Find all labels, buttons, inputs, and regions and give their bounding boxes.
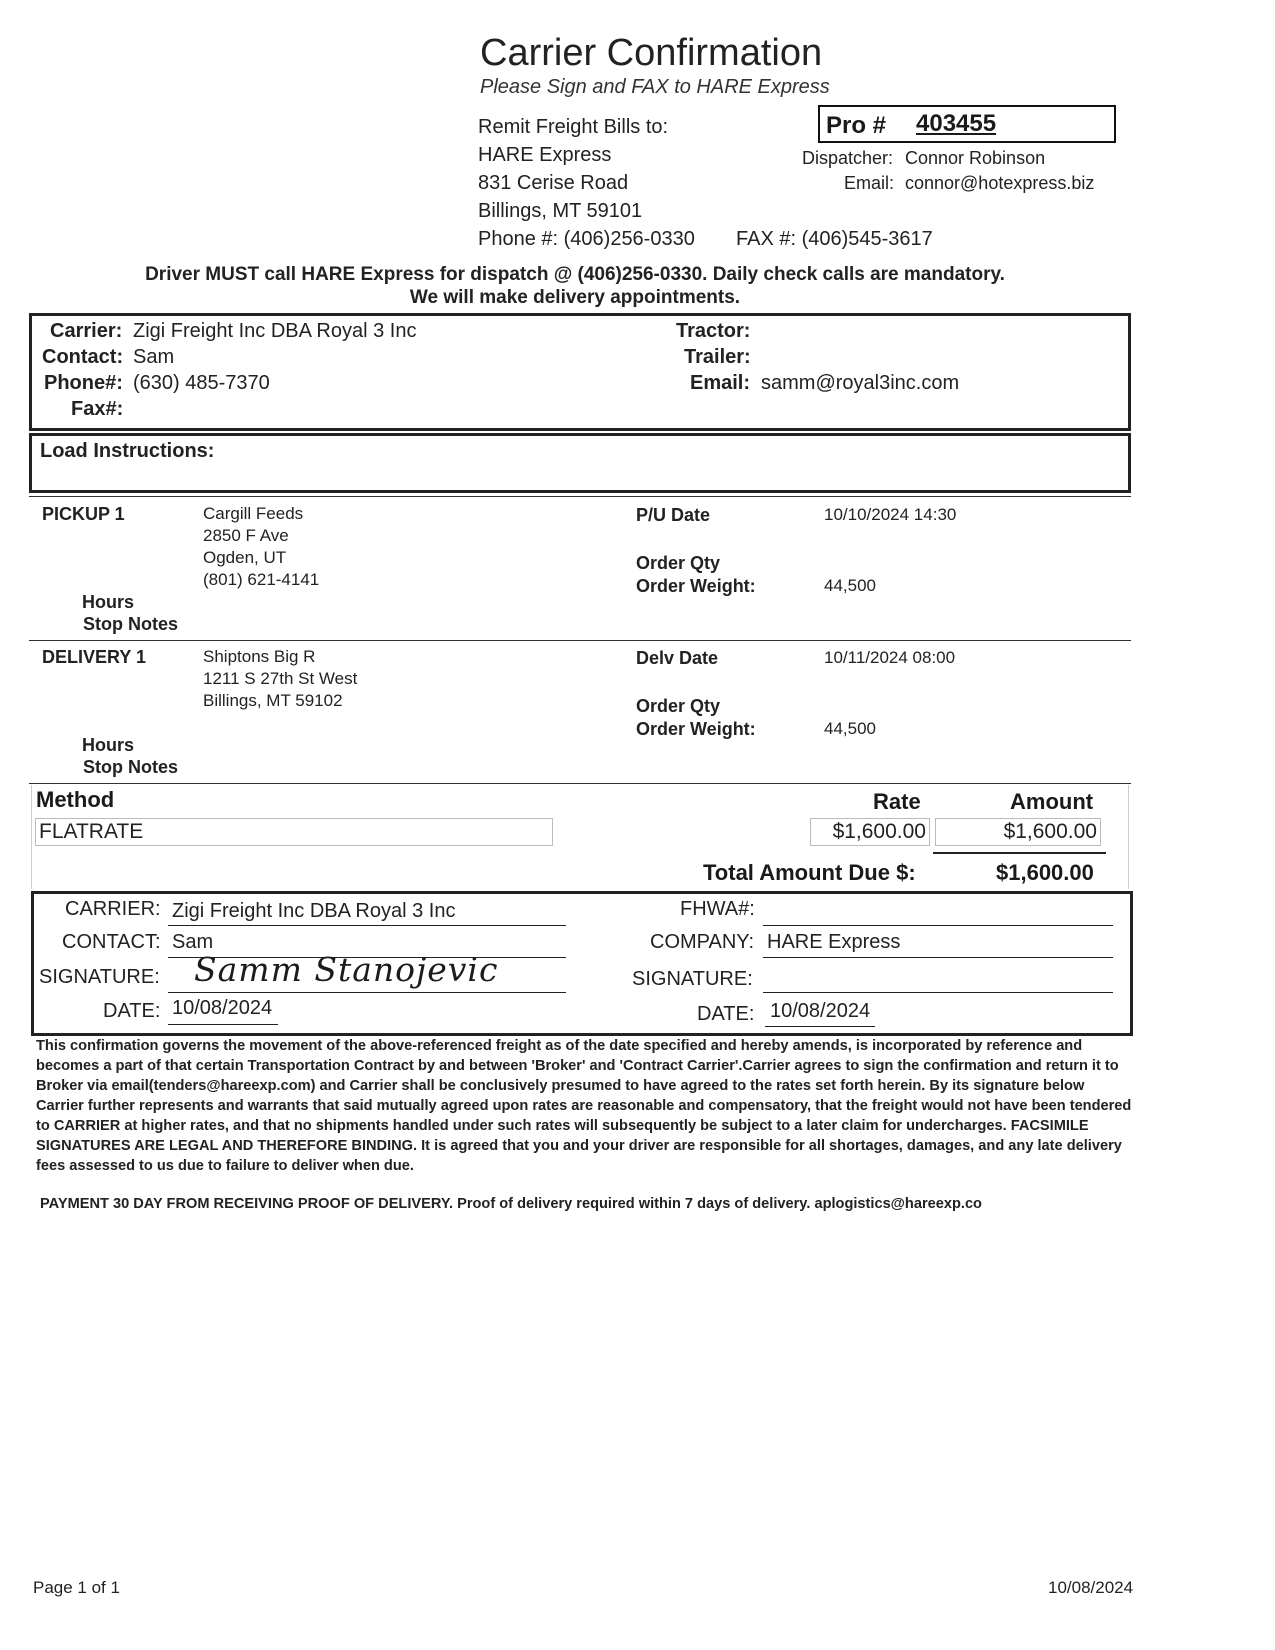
pickup-date-label: P/U Date [636,505,711,525]
total-amount: $1,600.00 [996,860,1094,885]
company-label: COMPANY: [650,931,755,953]
sig-carrier-line [168,925,566,926]
remit-label: Remit Freight Bills to: [478,116,669,138]
sig-contact-label: CONTACT: [62,931,161,953]
handwritten-signature: Samm Stanojevic [194,950,499,989]
delivery-date-label: Delv Date [636,648,719,668]
trailer-label: Trailer: [684,346,751,368]
document-subtitle: Please Sign and FAX to HARE Express [480,76,830,98]
remit-address2: Billings, MT 59101 [478,200,643,222]
broker-date: 10/08/2024 [770,1000,871,1022]
delivery-qty-label: Order Qty [636,696,721,716]
fax-label: Fax#: [71,398,124,420]
pickup-qty-label: Order Qty [636,553,721,573]
carrier-name: Zigi Freight Inc DBA Royal 3 Inc [133,320,417,342]
pickup-weight: 44,500 [824,576,876,595]
sig-signature-label: SIGNATURE: [39,966,160,988]
sig-contact-name: Sam [172,931,214,953]
sig-date-label: DATE: [103,1000,161,1022]
remit-phone: Phone #: (406)256-0330 [478,228,695,250]
rate-label: Rate [873,789,921,814]
delivery-label: DELIVERY 1 [42,647,147,667]
pickup-date: 10/10/2024 14:30 [824,505,957,524]
terms-paragraph: This confirmation governs the movement of the above-referenced freight as of the date specified and hereby amends, is incorporated by reference and becomes a part of that certain Transportation Contract by and between 'Broker' and 'Contract Carrier'.Carrier agrees to sign the confirmation and return it to Broker via email(tenders@hareexp.com) and Carrier shall be conclusively presumed to have agreed to the rates set forth herein. By its signature below Carrier further represents and warrants that said mutually agreed upon rates are reasonable and compensatory, that the freight would not have been tendered to CARRIER at higher rates, and that no shipments handled under such rates will subsequently be subject to a later claim for undercharges. FACSIMILE SIGNATURES ARE LEGAL AND THEREFORE BINDING. It is agreed that you and your driver are responsible for all shortages, damages, and any late delivery fees assessed to us due to failure to deliver when due. [36,1038,1132,1174]
appointment-notice: We will make delivery appointments. [409,287,741,308]
pro-number-box [818,105,1116,143]
pickup-street: 2850 F Ave [203,526,289,545]
divider [29,496,1131,497]
pro-number: 403455 [916,110,997,137]
sig-carrier-label: CARRIER: [65,898,161,920]
load-instructions-label: Load Instructions: [40,440,215,462]
footer-date: 10/08/2024 [1048,1578,1134,1597]
dispatcher-name: Connor Robinson [905,148,1046,168]
sig-date-line [168,1024,278,1025]
carrier-label: Carrier: [50,320,123,342]
carrier-email-label: Email: [690,372,751,394]
pickup-city: Ogden, UT [203,548,287,567]
sig-signature-line [168,992,566,993]
contact-label: Contact: [42,346,124,368]
dispatch-notice: Driver MUST call HARE Express for dispatch @ (406)256-0330. Daily check calls are mandatory. [145,264,1005,285]
total-underline [933,852,1106,854]
broker-date-label: DATE: [697,1003,755,1025]
pickup-label: PICKUP 1 [42,504,125,524]
carrier-email: samm@royal3inc.com [761,372,960,394]
broker-signature-line [763,992,1113,993]
broker-signature-label: SIGNATURE: [632,968,753,990]
company-line [763,957,1113,958]
divider [29,783,1131,784]
sig-date: 10/08/2024 [172,997,273,1019]
company-value: HARE Express [767,931,901,953]
delivery-city: Billings, MT 59102 [203,691,343,710]
dispatcher-label: Dispatcher: [802,148,894,168]
delivery-weight: 44,500 [824,719,876,738]
remit-address1: 831 Cerise Road [478,172,629,194]
remit-company: HARE Express [478,144,612,166]
pickup-stop-notes-label: Stop Notes [83,614,179,634]
page-number: Page 1 of 1 [33,1578,120,1597]
delivery-stop-notes-label: Stop Notes [83,757,179,777]
amount-label: Amount [1010,789,1094,814]
dispatcher-email: connor@hotexpress.biz [905,173,1095,193]
delivery-hours-label: Hours [82,735,135,755]
remit-fax: FAX #: (406)545-3617 [736,228,933,250]
pickup-name: Cargill Feeds [203,504,304,523]
amount-field: $1,600.00 [935,818,1101,846]
pickup-phone: (801) 621-4141 [203,570,320,589]
method-label: Method [36,787,115,812]
carrier-phone: (630) 485-7370 [133,372,270,394]
pickup-weight-label: Order Weight: [636,576,756,596]
dispatcher-email-label: Email: [844,173,895,193]
sig-carrier-name: Zigi Freight Inc DBA Royal 3 Inc [172,900,456,922]
contact-name: Sam [133,346,175,368]
payment-terms: PAYMENT 30 DAY FROM RECEIVING PROOF OF DELIVERY. Proof of delivery required within 7 days of delivery. aplogistics@hareexp.co [40,1196,982,1212]
total-label: Total Amount Due $: [703,860,916,885]
divider [29,640,1131,641]
method-field: FLATRATE [35,818,553,846]
broker-date-line [765,1026,875,1027]
phone-label: Phone#: [44,372,123,394]
delivery-date: 10/11/2024 08:00 [824,648,956,667]
delivery-name: Shiptons Big R [203,647,316,666]
pro-label: Pro # [826,112,887,139]
delivery-street: 1211 S 27th St West [203,669,358,688]
pickup-hours-label: Hours [82,592,135,612]
fhwa-line [763,925,1113,926]
delivery-weight-label: Order Weight: [636,719,756,739]
tractor-label: Tractor: [676,320,751,342]
document-title: Carrier Confirmation [480,32,823,74]
fhwa-label: FHWA#: [680,898,755,920]
rate-field: $1,600.00 [810,818,930,846]
